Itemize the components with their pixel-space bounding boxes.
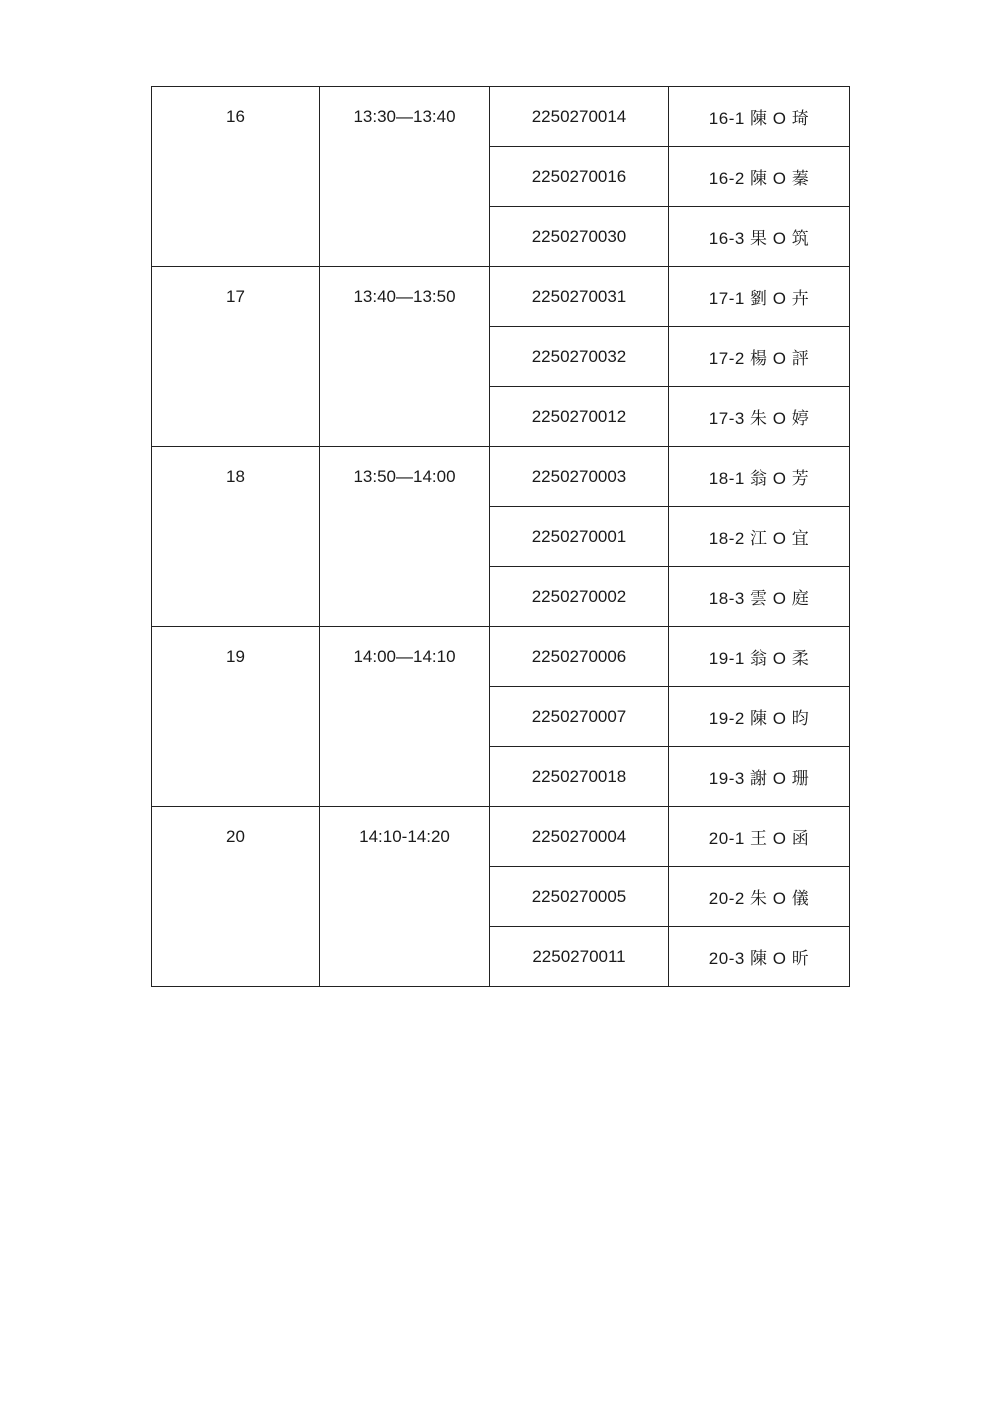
student-id-cell: 2250270014 — [490, 87, 669, 147]
student-id-cell: 2250270011 — [490, 927, 669, 987]
student-id-cell: 2250270016 — [490, 147, 669, 207]
group-number-cell: 16 — [152, 87, 320, 267]
student-name-cell: 20-2 朱 O 儀 — [669, 867, 850, 927]
group-number-cell: 19 — [152, 627, 320, 807]
time-slot-cell: 13:50—14:00 — [320, 447, 490, 627]
student-name-cell: 20-3 陳 O 昕 — [669, 927, 850, 987]
schedule-table — [151, 86, 850, 987]
time-slot-cell: 14:00—14:10 — [320, 627, 490, 807]
time-slot-cell: 13:40—13:50 — [320, 267, 490, 447]
student-name-cell: 16-2 陳 O 蓁 — [669, 147, 850, 207]
table-row — [152, 87, 850, 147]
student-name-cell: 17-2 楊 O 評 — [669, 327, 850, 387]
time-slot-cell: 13:30—13:40 — [320, 87, 490, 267]
student-id-cell: 2250270032 — [490, 327, 669, 387]
student-id-cell: 2250270001 — [490, 507, 669, 567]
group-number-cell: 17 — [152, 267, 320, 447]
student-name-cell: 17-1 劉 O 卉 — [669, 267, 850, 327]
student-name-cell: 17-3 朱 O 婷 — [669, 387, 850, 447]
student-id-cell: 2250270012 — [490, 387, 669, 447]
student-name-cell: 18-2 江 O 宜 — [669, 507, 850, 567]
group-number-cell: 18 — [152, 447, 320, 627]
student-id-cell: 2250270004 — [490, 807, 669, 867]
student-id-cell: 2250270018 — [490, 747, 669, 807]
student-name-cell: 18-3 雲 O 庭 — [669, 567, 850, 627]
student-id-cell: 2250270006 — [490, 627, 669, 687]
student-id-cell: 2250270002 — [490, 567, 669, 627]
group-number-cell: 20 — [152, 807, 320, 987]
student-id-cell: 2250270003 — [490, 447, 669, 507]
student-id-cell: 2250270005 — [490, 867, 669, 927]
time-slot-cell: 14:10-14:20 — [320, 807, 490, 987]
student-id-cell: 2250270030 — [490, 207, 669, 267]
table-row — [152, 627, 850, 687]
student-name-cell: 19-3 謝 O 珊 — [669, 747, 850, 807]
student-name-cell: 19-1 翁 O 柔 — [669, 627, 850, 687]
student-name-cell: 20-1 王 O 函 — [669, 807, 850, 867]
student-id-cell: 2250270007 — [490, 687, 669, 747]
student-id-cell: 2250270031 — [490, 267, 669, 327]
student-name-cell: 16-3 果 O 筑 — [669, 207, 850, 267]
table-row — [152, 447, 850, 507]
student-name-cell: 18-1 翁 O 芳 — [669, 447, 850, 507]
student-name-cell: 19-2 陳 O 昀 — [669, 687, 850, 747]
student-name-cell: 16-1 陳 O 琦 — [669, 87, 850, 147]
table-row — [152, 807, 850, 867]
table-row — [152, 267, 850, 327]
